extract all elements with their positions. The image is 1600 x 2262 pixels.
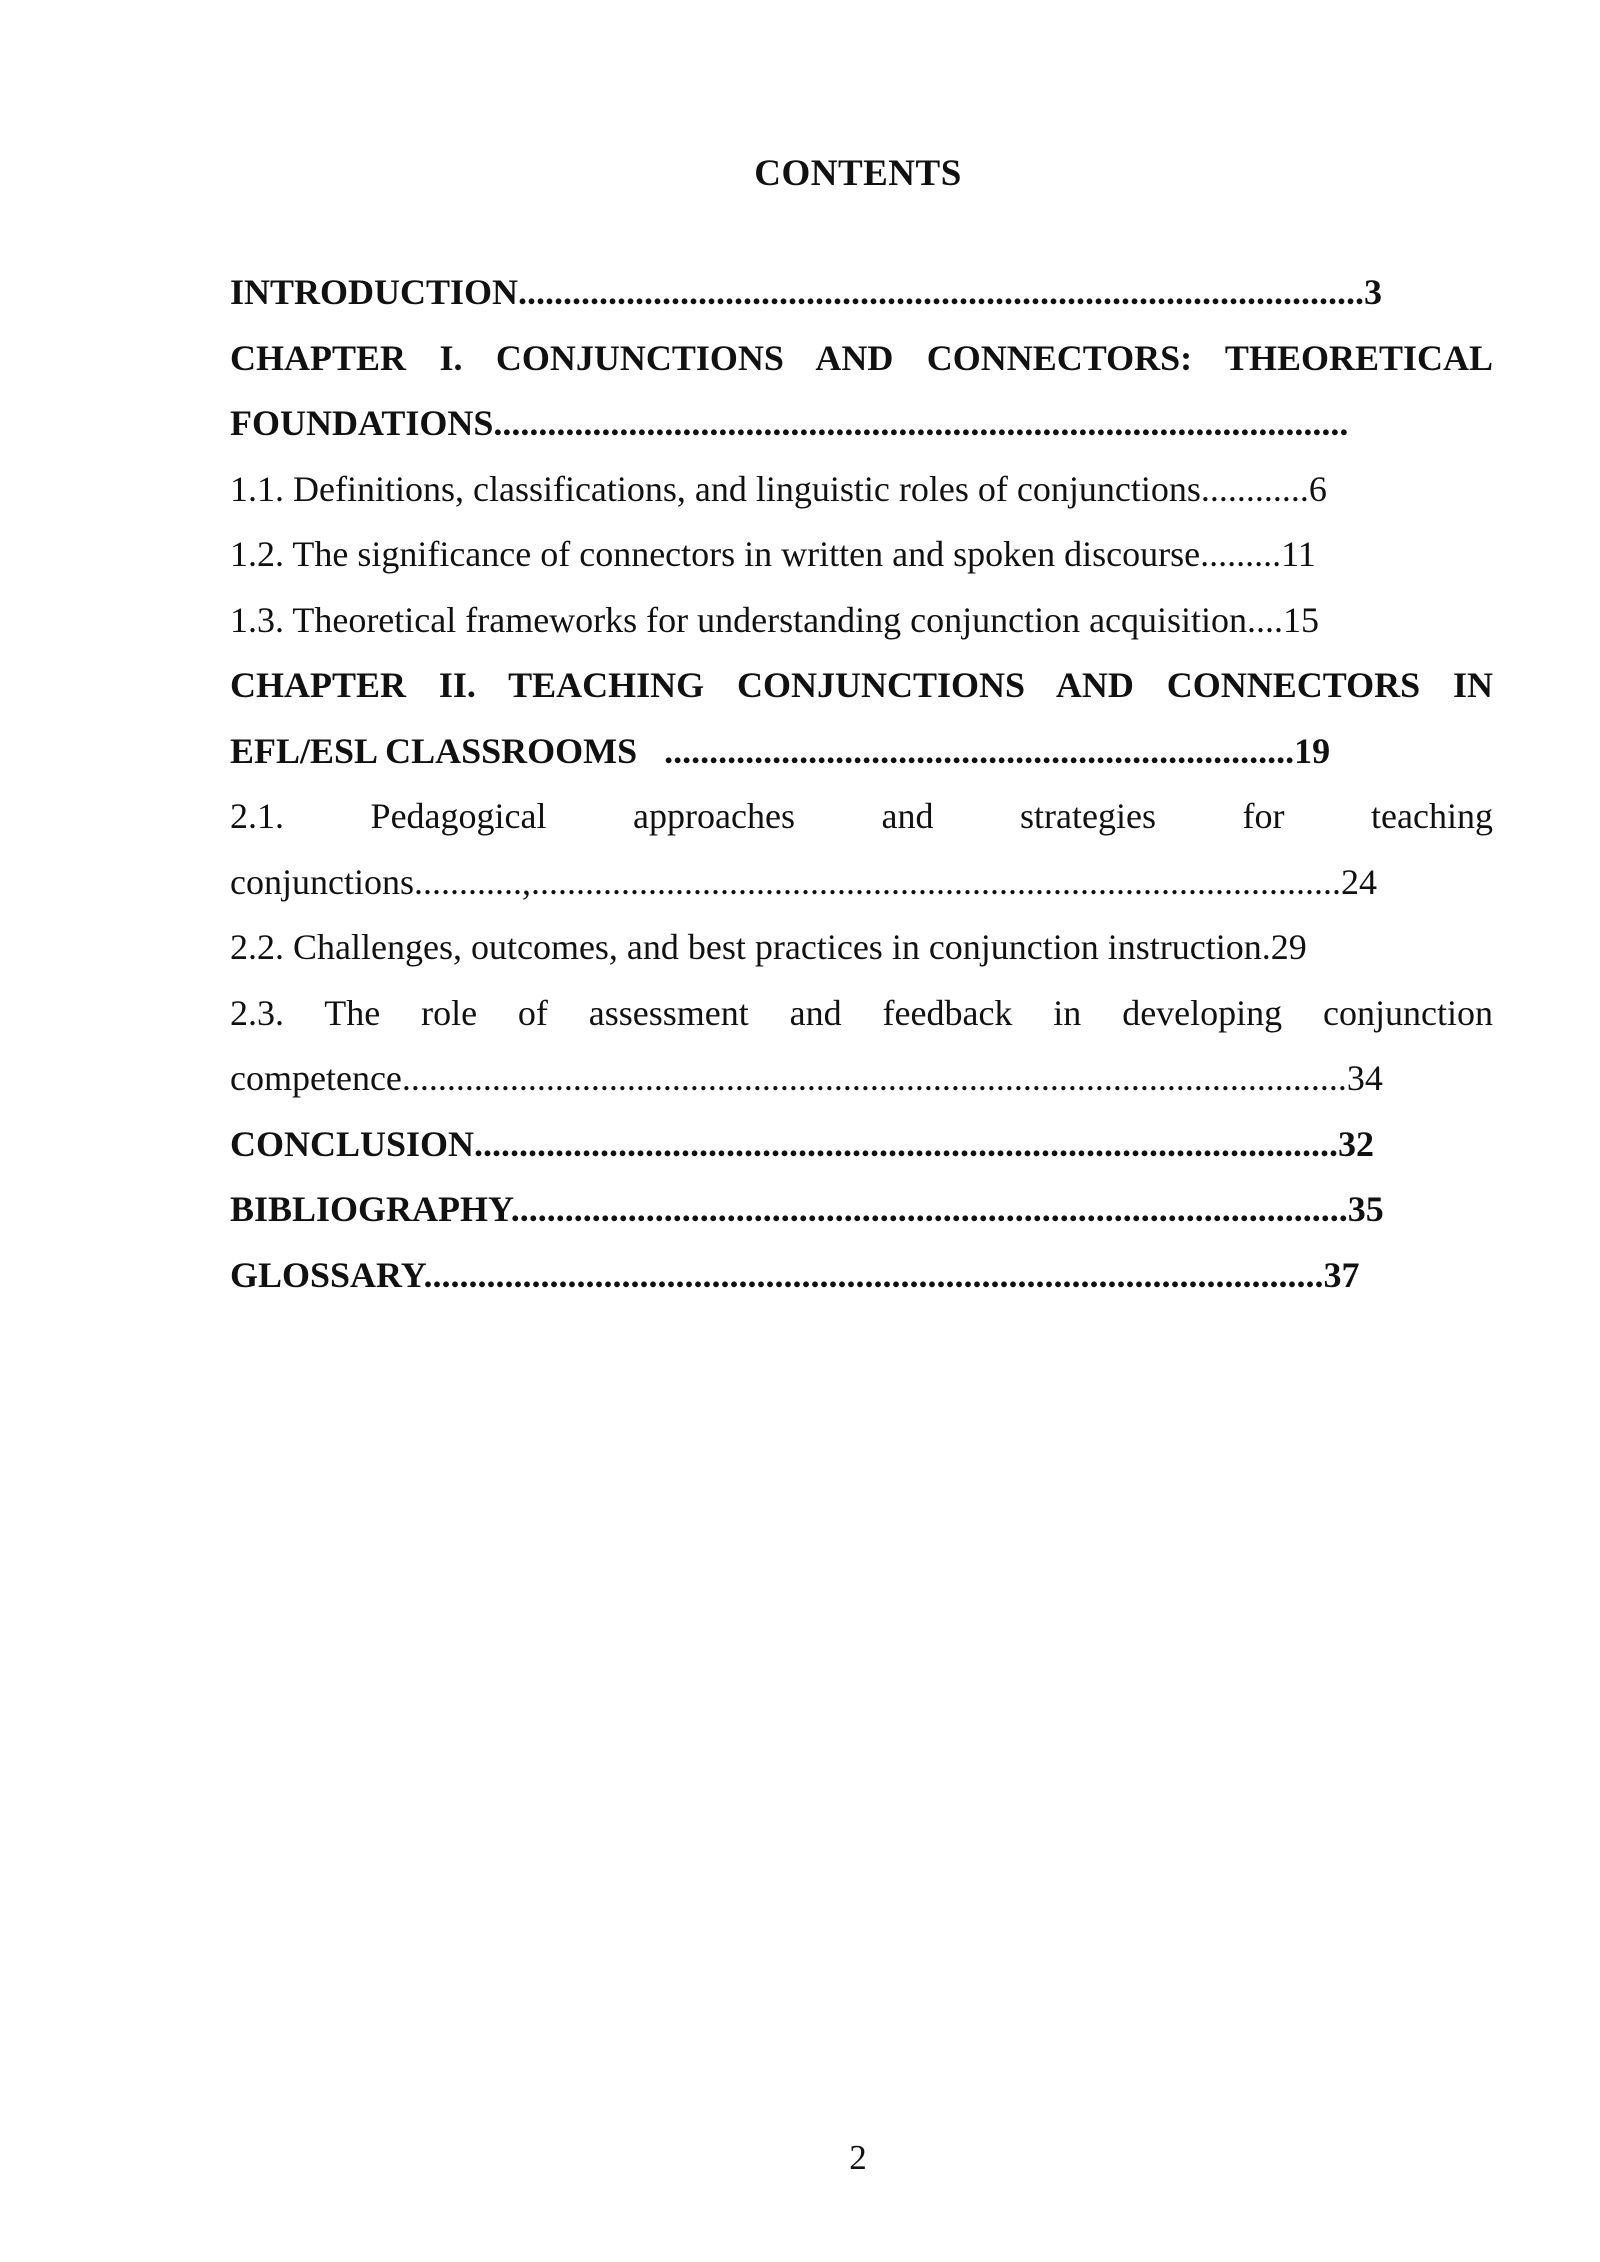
toc-entry-chapter-2-title-cont[interactable]: EFL/ESL CLASSROOMS ......................................................................19 <box>230 730 1331 771</box>
toc-entry-2-3[interactable]: 2.3. The role of assessment and feedback in developing conjunction <box>230 992 1493 1033</box>
toc-entry-2-3-cont[interactable]: competence.........................................................................................................34 <box>230 1058 1383 1098</box>
toc-entry-1-1[interactable]: 1.1. Definitions, classifications, and linguistic roles of conjunctions............6 <box>230 468 1327 509</box>
toc-entry-introduction[interactable]: INTRODUCTION..............................................................................................3 <box>230 272 1383 312</box>
toc-entry-conclusion[interactable]: CONCLUSION................................................................................................32 <box>230 1123 1375 1164</box>
toc-entry-chapter-2-title[interactable]: CHAPTER II. TEACHING CONJUNCTIONS AND CONNECTORS IN <box>230 665 1493 705</box>
toc-entry-2-1[interactable]: 2.1. Pedagogical approaches and strategies for teaching <box>230 796 1493 836</box>
toc-entry-chapter-1-title-cont[interactable]: FOUNDATIONS............................................................................................... <box>230 403 1349 443</box>
page-title: CONTENTS <box>754 153 962 194</box>
toc-entry-2-2[interactable]: 2.2. Challenges, outcomes, and best practices in conjunction instruction.29 <box>230 927 1307 967</box>
toc-entry-chapter-1-title[interactable]: CHAPTER I. CONJUNCTIONS AND CONNECTORS: THEORETICAL <box>230 337 1493 378</box>
toc-entry-glossary[interactable]: GLOSSARY....................................................................................................37 <box>230 1254 1360 1295</box>
table-of-contents <box>230 260 1493 1308</box>
toc-entry-1-2[interactable]: 1.2. The significance of connectors in written and spoken discourse.........11 <box>230 534 1316 574</box>
toc-entry-1-3[interactable]: 1.3. Theoretical frameworks for understanding conjunction acquisition....15 <box>230 599 1320 640</box>
toc-entry-2-1-cont[interactable]: conjunctions............,..........................................................................................24 <box>230 861 1377 902</box>
toc-entry-bibliography[interactable]: BIBLIOGRAPHY.............................................................................................35 <box>230 1189 1384 1229</box>
page-number: 2 <box>849 2138 867 2177</box>
